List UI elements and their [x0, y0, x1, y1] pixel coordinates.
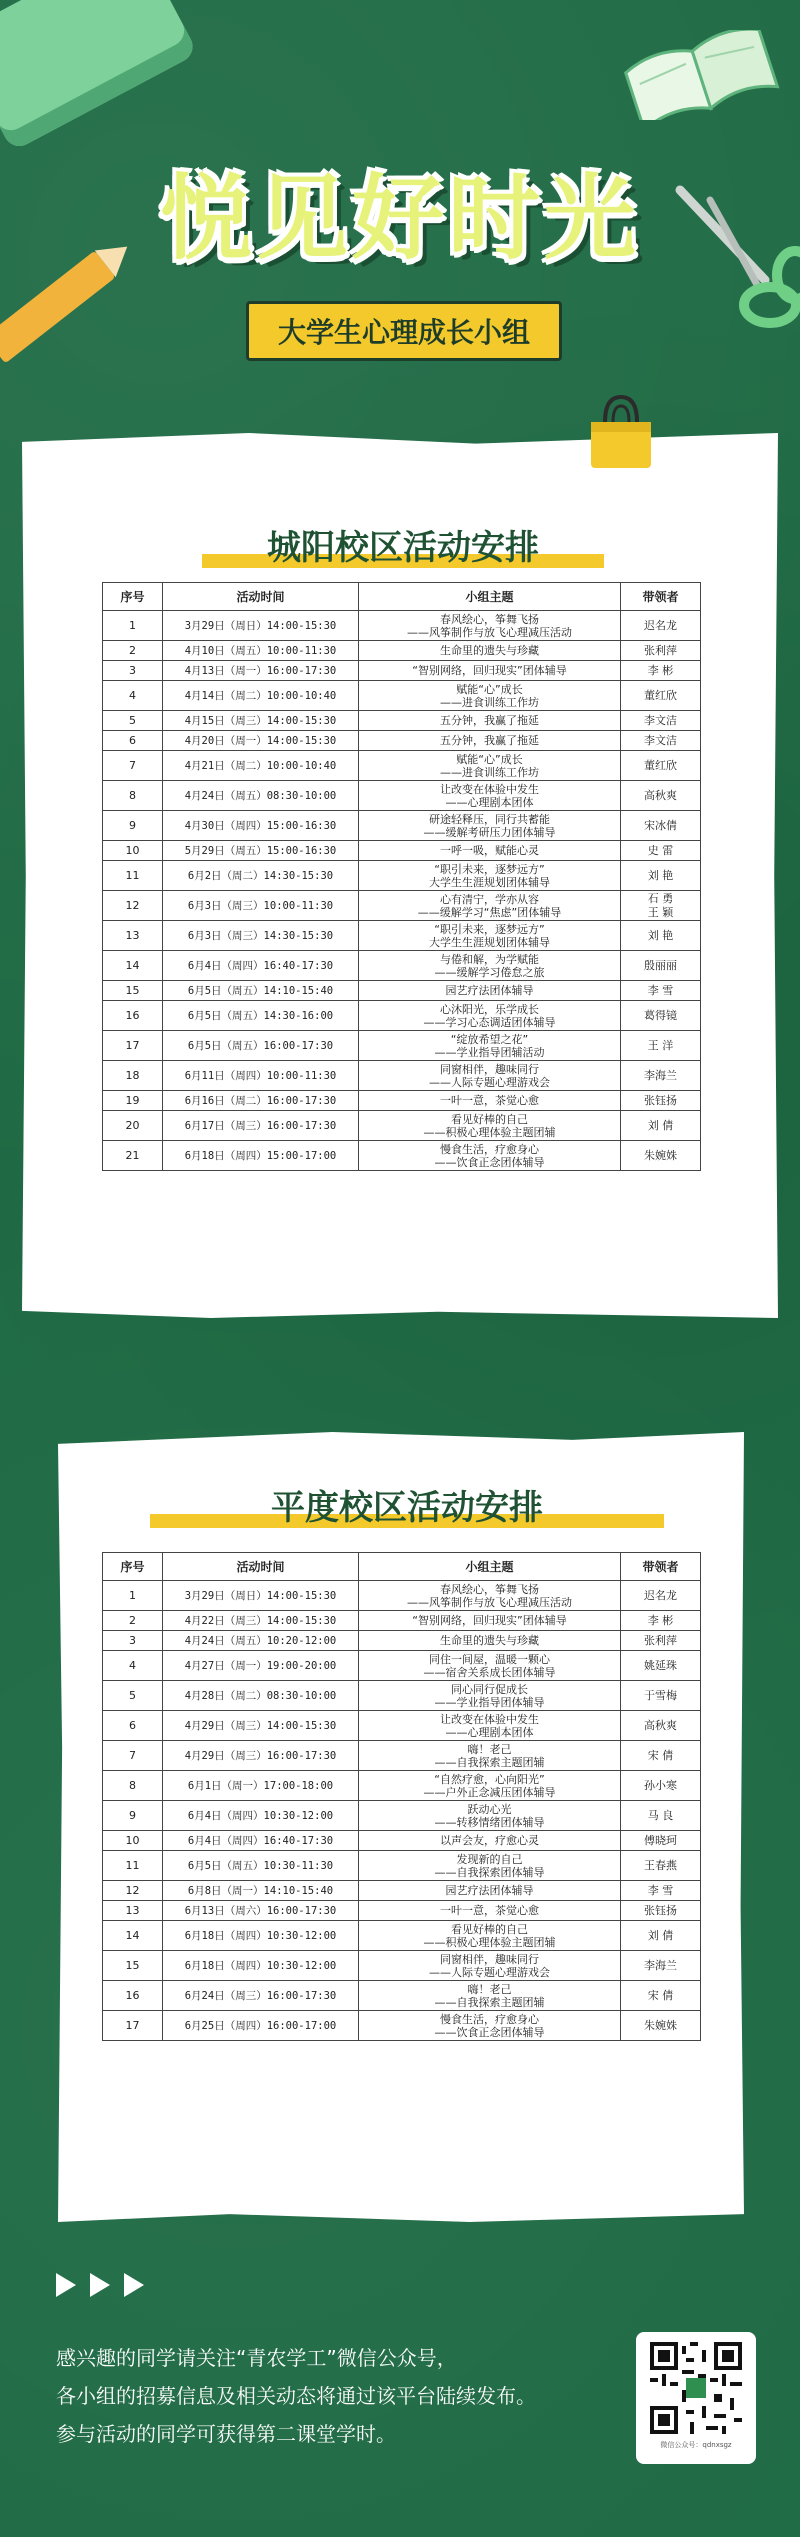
row-time: 4月13日（周一）16:00-17:30	[163, 661, 359, 681]
row-time: 6月18日（周四）15:00-17:00	[163, 1141, 359, 1171]
row-number: 11	[103, 861, 163, 891]
row-leader: 董红欣	[621, 751, 701, 781]
table-row	[103, 781, 701, 811]
table-row	[103, 1141, 701, 1171]
row-number: 8	[103, 781, 163, 811]
row-leader: 王春燕	[621, 1851, 701, 1881]
page-title: 悦见好时光	[159, 165, 640, 272]
row-time: 3月29日（周日）14:00-15:30	[163, 611, 359, 641]
table-row	[103, 1001, 701, 1031]
row-topic: 以声会友，疗愈心灵	[359, 1831, 621, 1851]
row-topic: 春风绘心，筝舞飞扬 ——风筝制作与放飞心理减压活动	[359, 611, 621, 641]
table-row	[103, 611, 701, 641]
row-number: 10	[103, 1831, 163, 1851]
row-leader: 李海兰	[621, 1061, 701, 1091]
qr-card	[636, 2332, 756, 2464]
table-row	[103, 1631, 701, 1651]
table-row	[103, 951, 701, 981]
schedule-table-chengyang	[102, 582, 701, 1171]
table-row	[103, 861, 701, 891]
row-topic: 让改变在体验中发生 ——心理剧本团体	[359, 1711, 621, 1741]
table-row	[103, 841, 701, 861]
row-topic: “绽放希望之花” ——学业指导团辅活动	[359, 1031, 621, 1061]
arrow-decoration	[56, 2273, 144, 2297]
table-row	[103, 1681, 701, 1711]
row-number: 7	[103, 1741, 163, 1771]
row-topic: 心有清宁，学亦从容 ——缓解学习“焦虑”团体辅导	[359, 891, 621, 921]
row-topic: 嗨！老己 ——自我探索主题团辅	[359, 1981, 621, 2011]
row-topic: 五分钟，我赢了拖延	[359, 731, 621, 751]
row-time: 4月22日（周三）14:00-15:30	[163, 1611, 359, 1631]
table-header-row	[103, 583, 701, 611]
row-time: 6月2日（周二）14:30-15:30	[163, 861, 359, 891]
row-number: 1	[103, 1581, 163, 1611]
table-header-row	[103, 1553, 701, 1581]
row-leader: 李 彬	[621, 661, 701, 681]
row-leader: 姚延珠	[621, 1651, 701, 1681]
arrow-icon	[124, 2273, 144, 2297]
row-time: 6月25日（周四）16:00-17:00	[163, 2011, 359, 2041]
row-number: 3	[103, 661, 163, 681]
row-leader: 李海兰	[621, 1951, 701, 1981]
open-book-icon	[620, 30, 780, 120]
row-number: 9	[103, 1801, 163, 1831]
section-title-pingdu: 平度校区活动安排	[150, 1480, 664, 1530]
row-time: 6月5日（周五）14:30-16:00	[163, 1001, 359, 1031]
row-time: 6月18日（周四）10:30-12:00	[163, 1921, 359, 1951]
row-time: 6月4日（周四）10:30-12:00	[163, 1801, 359, 1831]
row-number: 17	[103, 1031, 163, 1061]
row-number: 21	[103, 1141, 163, 1171]
row-leader: 张利萍	[621, 1631, 701, 1651]
row-leader: 刘 倩	[621, 1921, 701, 1951]
table-row	[103, 1881, 701, 1901]
row-number: 19	[103, 1091, 163, 1111]
row-time: 6月1日（周一）17:00-18:00	[163, 1771, 359, 1801]
table-row	[103, 1831, 701, 1851]
row-topic: 嗨！老己 ——自我探索主题团辅	[359, 1741, 621, 1771]
row-leader: 迟名龙	[621, 1581, 701, 1611]
row-topic: 同窗相伴，趣味同行 ——人际专题心理游戏会	[359, 1951, 621, 1981]
row-number: 4	[103, 1651, 163, 1681]
row-leader: 宋 倩	[621, 1741, 701, 1771]
row-topic: “智别网络，回归现实”团体辅导	[359, 661, 621, 681]
row-number: 2	[103, 641, 163, 661]
row-leader: 张钰扬	[621, 1901, 701, 1921]
row-number: 16	[103, 1981, 163, 2011]
row-time: 6月5日（周五）14:10-15:40	[163, 981, 359, 1001]
row-topic: 园艺疗法团体辅导	[359, 1881, 621, 1901]
table-body	[103, 611, 701, 1171]
table-row	[103, 641, 701, 661]
table-row	[103, 811, 701, 841]
row-time: 3月29日（周日）14:00-15:30	[163, 1581, 359, 1611]
row-time: 4月30日（周四）15:00-16:30	[163, 811, 359, 841]
row-leader: 朱婉姝	[621, 1141, 701, 1171]
row-leader: 孙小寒	[621, 1771, 701, 1801]
row-topic: 跃动心光 ——转移情绪团体辅导	[359, 1801, 621, 1831]
row-number: 10	[103, 841, 163, 861]
row-number: 5	[103, 1681, 163, 1711]
table-row	[103, 1921, 701, 1951]
table-row	[103, 1851, 701, 1881]
table-row	[103, 711, 701, 731]
row-time: 5月29日（周五）15:00-16:30	[163, 841, 359, 861]
row-topic: 慢食生活，疗愈身心 ——饮食正念团体辅导	[359, 2011, 621, 2041]
row-topic: 与倦和解，为学赋能 ——缓解学习倦怠之旅	[359, 951, 621, 981]
row-leader: 殷丽丽	[621, 951, 701, 981]
row-topic: 同心同行促成长 ——学业指导团体辅导	[359, 1681, 621, 1711]
row-leader: 张利萍	[621, 641, 701, 661]
table-row	[103, 2011, 701, 2041]
row-number: 13	[103, 921, 163, 951]
row-topic: 同窗相伴，趣味同行 ——人际专题心理游戏会	[359, 1061, 621, 1091]
row-time: 6月3日（周三）14:30-15:30	[163, 921, 359, 951]
row-topic: 五分钟，我赢了拖延	[359, 711, 621, 731]
row-time: 4月15日（周三）14:00-15:30	[163, 711, 359, 731]
row-topic: “职引未来，逐梦远方” 大学生生涯规划团体辅导	[359, 921, 621, 951]
table-row	[103, 921, 701, 951]
row-leader: 王 洋	[621, 1031, 701, 1061]
table-row	[103, 1651, 701, 1681]
column-header-topic: 小组主题	[359, 1553, 621, 1581]
row-leader: 李 彬	[621, 1611, 701, 1631]
row-leader: 史 雷	[621, 841, 701, 861]
row-time: 6月3日（周三）10:00-11:30	[163, 891, 359, 921]
row-topic: 发现新的自己 ——自我探索团体辅导	[359, 1851, 621, 1881]
table-row	[103, 1771, 701, 1801]
schedule-table-pingdu	[102, 1552, 701, 2041]
row-leader: 刘 艳	[621, 921, 701, 951]
row-leader: 刘 倩	[621, 1111, 701, 1141]
row-leader: 葛得镜	[621, 1001, 701, 1031]
table-row	[103, 1581, 701, 1611]
row-time: 6月5日（周五）10:30-11:30	[163, 1851, 359, 1881]
table-row	[103, 1801, 701, 1831]
column-header-time: 活动时间	[163, 583, 359, 611]
row-leader: 李文洁	[621, 711, 701, 731]
row-number: 8	[103, 1771, 163, 1801]
row-leader: 高秋爽	[621, 781, 701, 811]
row-leader: 马 良	[621, 1801, 701, 1831]
row-topic: 看见好棒的自己 ——积极心理体验主题团辅	[359, 1921, 621, 1951]
row-time: 6月17日（周三）16:00-17:30	[163, 1111, 359, 1141]
table-row	[103, 1031, 701, 1061]
row-time: 6月24日（周三）16:00-17:30	[163, 1981, 359, 2011]
table-row	[103, 681, 701, 711]
row-topic: 让改变在体验中发生 ——心理剧本团体	[359, 781, 621, 811]
row-topic: 看见好棒的自己 ——积极心理体验主题团辅	[359, 1111, 621, 1141]
row-time: 4月21日（周二）10:00-10:40	[163, 751, 359, 781]
footer-line: 参与活动的同学可获得第二课堂学时。	[56, 2422, 396, 2446]
row-leader: 朱婉姝	[621, 2011, 701, 2041]
row-leader: 李 雪	[621, 1881, 701, 1901]
row-topic: 一呼一吸，赋能心灵	[359, 841, 621, 861]
row-leader: 董红欣	[621, 681, 701, 711]
footer-line: 各小组的招募信息及相关动态将通过该平台陆续发布。	[56, 2384, 536, 2408]
row-time: 6月4日（周四）16:40-17:30	[163, 1831, 359, 1851]
column-header-no: 序号	[103, 583, 163, 611]
arrow-icon	[90, 2273, 110, 2297]
row-time: 4月29日（周三）14:00-15:30	[163, 1711, 359, 1741]
row-time: 4月24日（周五）08:30-10:00	[163, 781, 359, 811]
binder-clip-icon	[585, 392, 657, 472]
row-topic: 慢食生活，疗愈身心 ——饮食正念团体辅导	[359, 1141, 621, 1171]
row-number: 4	[103, 681, 163, 711]
row-time: 4月20日（周一）14:00-15:30	[163, 731, 359, 751]
table-body	[103, 1581, 701, 2041]
column-header-no: 序号	[103, 1553, 163, 1581]
footer-notice	[56, 2339, 636, 2453]
row-number: 3	[103, 1631, 163, 1651]
row-time: 6月18日（周四）10:30-12:00	[163, 1951, 359, 1981]
table-row	[103, 891, 701, 921]
row-topic: 生命里的遗失与珍藏	[359, 1631, 621, 1651]
row-time: 4月27日（周一）19:00-20:00	[163, 1651, 359, 1681]
column-header-topic: 小组主题	[359, 583, 621, 611]
row-number: 16	[103, 1001, 163, 1031]
row-topic: 一叶一意，茶觉心愈	[359, 1091, 621, 1111]
qr-code	[650, 2342, 742, 2434]
column-header-leader: 带领者	[621, 583, 701, 611]
table-row	[103, 1111, 701, 1141]
row-topic: “自然疗愈，心向阳光” ——户外正念减压团体辅导	[359, 1771, 621, 1801]
row-leader: 宋 倩	[621, 1981, 701, 2011]
table-row	[103, 1951, 701, 1981]
row-leader: 刘 艳	[621, 861, 701, 891]
table-row	[103, 1611, 701, 1631]
row-time: 6月8日（周一）14:10-15:40	[163, 1881, 359, 1901]
row-number: 17	[103, 2011, 163, 2041]
row-number: 12	[103, 891, 163, 921]
row-number: 11	[103, 1851, 163, 1881]
arrow-icon	[56, 2273, 76, 2297]
row-topic: 研途轻释压，同行共蓄能 ——缓解考研压力团体辅导	[359, 811, 621, 841]
row-topic: 赋能“心”成长 ——进食训练工作坊	[359, 751, 621, 781]
column-header-leader: 带领者	[621, 1553, 701, 1581]
row-number: 13	[103, 1901, 163, 1921]
row-number: 15	[103, 981, 163, 1001]
row-number: 12	[103, 1881, 163, 1901]
qr-caption: 微信公众号：qdnxsgz	[660, 2441, 732, 2449]
row-leader: 于雪梅	[621, 1681, 701, 1711]
row-topic: “职引未来，逐梦远方” 大学生生涯规划团体辅导	[359, 861, 621, 891]
row-leader: 迟名龙	[621, 611, 701, 641]
row-time: 6月16日（周二）16:00-17:30	[163, 1091, 359, 1111]
row-topic: 心沐阳光，乐学成长 ——学习心态调适团体辅导	[359, 1001, 621, 1031]
row-topic: 春风绘心，筝舞飞扬 ——风筝制作与放飞心理减压活动	[359, 1581, 621, 1611]
table-row	[103, 1091, 701, 1111]
table-row	[103, 751, 701, 781]
footer-line: 感兴趣的同学请关注“青农学工”微信公众号，	[56, 2346, 457, 2370]
row-leader: 傅晓珂	[621, 1831, 701, 1851]
row-time: 4月24日（周五）10:20-12:00	[163, 1631, 359, 1651]
row-number: 7	[103, 751, 163, 781]
row-number: 9	[103, 811, 163, 841]
table-row	[103, 731, 701, 751]
table-row	[103, 981, 701, 1001]
row-time: 6月5日（周五）16:00-17:30	[163, 1031, 359, 1061]
row-time: 4月14日（周二）10:00-10:40	[163, 681, 359, 711]
row-leader: 李 雪	[621, 981, 701, 1001]
row-leader: 高秋爽	[621, 1711, 701, 1741]
table-row	[103, 1981, 701, 2011]
row-number: 2	[103, 1611, 163, 1631]
subtitle-banner: 大学生心理成长小组	[246, 301, 562, 361]
row-number: 6	[103, 731, 163, 751]
row-topic: 赋能“心”成长 ——进食训练工作坊	[359, 681, 621, 711]
row-time: 6月13日（周六）16:00-17:30	[163, 1901, 359, 1921]
row-number: 18	[103, 1061, 163, 1091]
row-number: 14	[103, 951, 163, 981]
row-topic: 园艺疗法团体辅导	[359, 981, 621, 1001]
row-number: 20	[103, 1111, 163, 1141]
table-row	[103, 1711, 701, 1741]
table-row	[103, 1061, 701, 1091]
row-topic: 一叶一意，茶觉心愈	[359, 1901, 621, 1921]
row-time: 4月10日（周五）10:00-11:30	[163, 641, 359, 661]
row-time: 6月11日（周四）10:00-11:30	[163, 1061, 359, 1091]
row-time: 4月28日（周二）08:30-10:00	[163, 1681, 359, 1711]
row-number: 1	[103, 611, 163, 641]
row-number: 15	[103, 1951, 163, 1981]
section-title-chengyang: 城阳校区活动安排	[202, 520, 604, 570]
row-leader: 张钰扬	[621, 1091, 701, 1111]
table-row	[103, 1741, 701, 1771]
row-leader: 宋冰倩	[621, 811, 701, 841]
row-topic: “智别网络，回归现实”团体辅导	[359, 1611, 621, 1631]
column-header-time: 活动时间	[163, 1553, 359, 1581]
table-row	[103, 1901, 701, 1921]
table-row	[103, 661, 701, 681]
row-number: 14	[103, 1921, 163, 1951]
row-leader: 石 勇 王 颖	[621, 891, 701, 921]
row-time: 4月29日（周三）16:00-17:30	[163, 1741, 359, 1771]
row-topic: 同住一间屋，温暖一颗心 ——宿舍关系成长团体辅导	[359, 1651, 621, 1681]
row-number: 6	[103, 1711, 163, 1741]
row-time: 6月4日（周四）16:40-17:30	[163, 951, 359, 981]
row-leader: 李文洁	[621, 731, 701, 751]
row-topic: 生命里的遗失与珍藏	[359, 641, 621, 661]
row-number: 5	[103, 711, 163, 731]
